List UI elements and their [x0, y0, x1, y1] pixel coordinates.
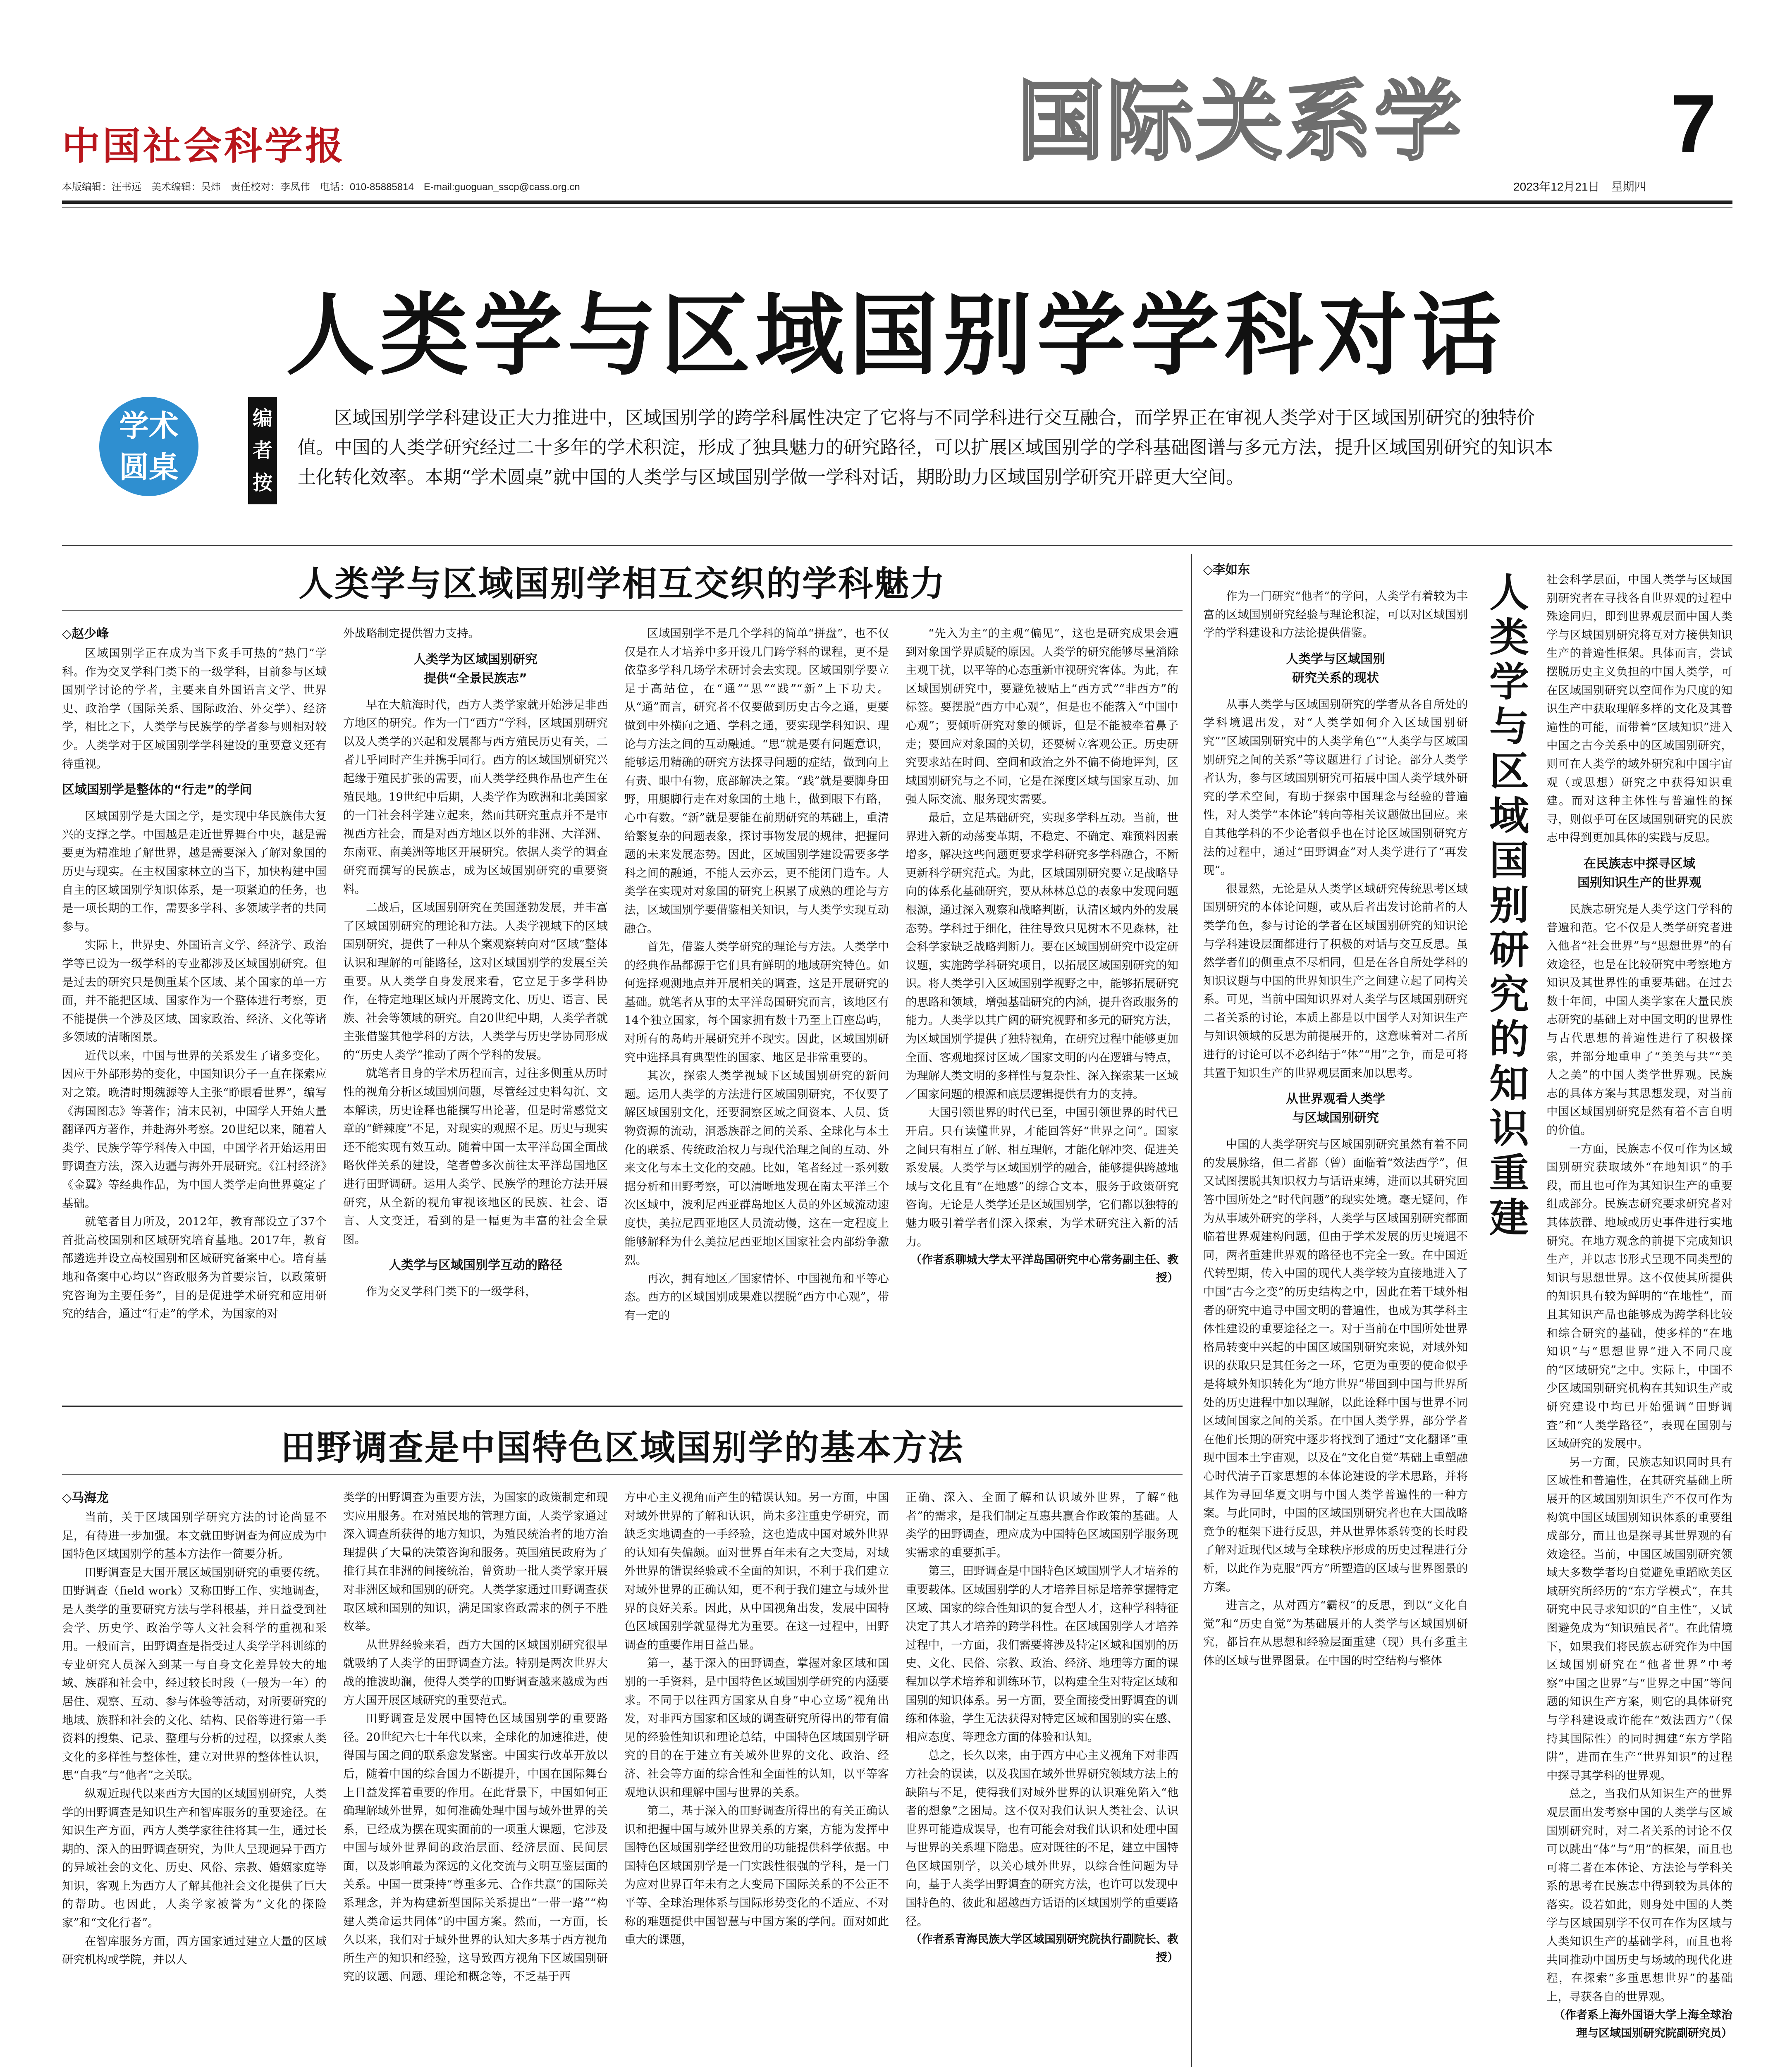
article2-column-3 [624, 1488, 889, 2067]
section-title: 国际关系学 [1017, 71, 1464, 172]
paragraph: 很显然，无论是从人类学区域研究传统思考区域国别研究的本体论问题，或从后者出发讨论前者的人类学角色，参与讨论的学者在区域国别研究的知识论与学科建设层面都进行了积极的对话与交互反思。虽然学者们的侧重点不尽相同，但是在各自所处学科的知识议题与中国的世界知识生产之间建立起了同构关系。可见，当前中国知识界对人类学与区域国别研究二者关系的讨论，本质上都是以中国学人对知识生产与知识领域的反思为前提展开的，这意味着对二者所进行的讨论可以不必纠结于“体”“用”之争，而是可将其置于知识生产的世界观层面来加以思考。 [1203, 882, 1468, 1080]
column-divider [1191, 554, 1192, 2067]
article2-title-rule [62, 1474, 1183, 1475]
paragraph: 外战略制定提供智力支持。 [343, 627, 480, 640]
paragraph: 在智库服务方面，西方国家通过建立大量的区域研究机构或学院，并以人 [62, 1934, 327, 1967]
masthead-rule [62, 200, 1732, 204]
article1-subheading: 区域国别学是整体的“行走”的学问 [62, 783, 252, 797]
editor-note-label-char: 者 [252, 439, 272, 462]
academic-roundtable-badge [99, 397, 198, 496]
paragraph: 就笔者目力所及，2012年，教育部设立了37个首批高校国别和区域研究培育基地。2017年，教育部遴选并设立高校国别和区域研究备案中心。培育基地和备案中心均以“咨政服务为首要宗旨，以政策研究咨询为主要任务”，目的是促进学术研究和应用研究的结合，通过“行走”的学术，为国家的对 [62, 1215, 327, 1321]
article2-column-1 [62, 1488, 327, 2067]
article3-column-2 [1546, 570, 1732, 2067]
article2-title: 田野调查是中国特色区域国别学的基本方法 [280, 1427, 964, 1468]
article1-subheading: 人类学与区域国别学互动的路径 [389, 1258, 562, 1273]
paragraph: 二战后，区域国别研究在美国蓬勃发展，并丰富了区域国别研究的理论和方法。人类学视域下的区域国别研究，提供了一种从个案观察转向对“区域”整体认识和理解的可能路径，这对区域国别学的发展至关重要。从人类学自身发展来看，它立足于多学科协作，在特定地理区域内开展跨文化、历史、语言、民族、社会等领域的研究。自20世纪中期，人类学者就主张借鉴其他学科的方法，人类学与历史学协同形成的“历史人类学”推动了两个学科的发展。 [343, 901, 608, 1062]
paragraph: 区域国别学不是几个学科的简单“拼盘”，也不仅仅是在人才培养中多开设几门跨学科的课程，更不是依靠多学科几场学术研讨会去实现。区域国别学要立足于高站位，在“通”“思”“践”“新”上下功夫。从“通”而言，研究者不仅要做到历史古今之通，更要做到中外横向之通、学科之通，要实现学科知识、理论与方法之间的互动融通。“思”就是要有问题意识，能够运用精确的研究方法探寻问题的症结，做到向上有责、眼中有物，底部解决之策。“践”就是要脚身田野，用腿脚行走在对象国的土地上，做到眼下有路，心中有数。“新”就是要能在前期研究的基础上，重清给繁复杂的问题表象，探讨事物发展的规律，把握问题的未来发展态势。因此，区域国别学建设需要多学科之间的融通，不能人云亦云，更不能闭门造车。人类学在实现对对象国的研究上积累了成熟的理论与方法，区域国别学要借鉴相关知识，与人类学实现互动融合。 [624, 627, 889, 935]
article1-title: 人类学与区域国别学相互交织的学科魅力 [298, 563, 946, 604]
article3-subheading: 人类学与区域国别 研究关系的现状 [1286, 652, 1385, 685]
article2-column-4 [906, 1488, 1178, 2067]
article1-column-3 [624, 624, 889, 1397]
article3-vertical-title: 人类学与区域国别研究的知识重建 [1489, 570, 1529, 1241]
masthead-rule-thin [62, 207, 1732, 208]
paragraph: 类学的田野调查为重要方法，为国家的政策制定和现实应用服务。在对殖民地的管理方面，人类学家通过深入调查所获得的地方知识，为殖民统治者的地方治理提供了大量的决策咨询和服务。英国殖民政府为了推行其在非洲的间接统治，曾资助一批人类学家开展对非洲区域和国别的研究。人类学家通过田野调查获取区域和国别的知识，满足国家咨政需求的例子不胜枚举。 [343, 1491, 608, 1633]
masthead-logo: 中国社会科学报 [62, 124, 346, 168]
paragraph: 一方面，民族志不仅可作为区域国别研究获取域外“在地知识”的手段，而且也可作为其知识生产的重要组成部分。民族志研究要求研究者对其体族群、地域或历史事件进行实地研究。在地方观念的前提下完成知识生产，并以志书形式呈现不同类型的知识与思想世界。这不仅使其所提供的知识具有较为鲜明的“在地性”，而且其知识产品也能够成为跨学科比较和综合研究的基础，使多样的“在地知识”与“思想世界”进入不同尺度的“区域研究”之中。实际上，中国不少区域国别研究机构在其知识生产或研究建设中均已开始强调“田野调查”和“人类学路径”，表现在国别与区域研究的发展中。 [1546, 1142, 1732, 1451]
paragraph: 作为交叉学科门类下的一级学科， [366, 1285, 537, 1298]
paragraph: 进言之，从对西方“霸权”的反思，到以“文化自觉”和“历史自觉”为基础展开的人类学与区域国别研究，都旨在从思想和经验层面重建（现）具有多重主体的区域与世界图景。在中国的时空结构与整体 [1203, 1599, 1468, 1667]
article1-title-rule [62, 610, 1183, 611]
article3-author-bio: （作者系上海外国语大学上海全球治理与区域国别研究院副研究员） [1554, 2008, 1732, 2040]
page-number: 7 [1670, 78, 1717, 170]
paragraph: 纵观近现代以来西方大国的区域国别研究，人类学的田野调查是知识生产和智库服务的重要途径。在知识生产方面，西方人类学家往往将其一生，通过长期的、深入的田野调查研究，为世人呈现迥异于西方的异域社会的文化、历史、风俗、宗教、婚姻家庭等知识，客观上为西方人了解其他社会文化提供了巨大的帮助。也因此，人类学家被誉为“文化的探险家”和“文化行者”。 [62, 1787, 327, 1930]
article2-author-bio: （作者系青海民族大学区域国别研究院执行副院长、教授） [910, 1933, 1178, 1964]
staff-line: 本版编辑：汪书远 美术编辑：吴炜 责任校对：李凤伟 电话：010-85885814 E-mail:guoguan_sscp@cass.org.cn [62, 181, 580, 193]
paragraph: 另一方面，民族志知识同时具有区域性和普遍性，在其研究基础上所展开的区域国别知识生产不仅可作为构筑中国区域国别知识体系的重要组成部分，而且也是探寻其世界观的有效途径。当前，中国区域国别研究领域大多数学者均自觉避免重蹈欧美区域研究所经历的“东方学模式”，在其研究中民寻求知识的“自主性”，又试图避免成为“知识殖民者”。在此情境下，如果我们将民族志研究作为中国区域国别研究在“他者世界”中考察“中国之世界”与“世界之中国”等问题的知识生产方案，则它的具体研究与学科建设或许能在“效法西方”（保持其国际性）的同时拥建“东方学陷阱”，进而在生产“世界知识”的过程中探寻其学科的世界观。 [1546, 1455, 1732, 1782]
article2-author: ◇马海龙 [62, 1491, 109, 1505]
paragraph: 民族志研究是人类学这门学科的普遍和范。它不仅是人类学研究者进入他者“社会世界”与“思想世界”的有效途径，也是在比较研究中考察地方知识及其世界性的重要基础。在过去数十年间，中国人类学家在大量民族志研究的基础上对中国文明的世界性与古代思想的普遍性进行了积极探索，并部分地重申了“美美与共”“美人之美”的中国人类学世界观。民族志的具体方案与其思想发现，对当前中国区域国别研究是然有着不言自明的价值。 [1546, 902, 1732, 1137]
article1-author-bio: （作者系聊城大学太平洋岛国研究中心常务副主任、教授） [910, 1253, 1178, 1285]
date-line [1513, 178, 1646, 194]
paragraph: 方中心主义视角而产生的错误认知。另一方面，中国对域外世界的了解和认识，尚未多注重史学研究，而缺乏实地调查的一手经验，这也造成中国对域外世界的认知有失偏颇。面对世界百年未有之大变局，对域外世界的错误经验或不全面的知识，不利于我们建立对域外世界的正确认知，更不利于我们建立与域外世界的良好关系。因此，从中国视角出发，发展中国特色区域国别学就显得尤为重要。在这一过程中，田野调查的重要作用日益凸显。 [624, 1491, 889, 1652]
paragraph: 再次，拥有地区／国家情怀、中国视角和平等心态。西方的区域国别成果难以摆脱“西方中心观”，带有一定的 [624, 1272, 889, 1322]
paragraph: 从事人类学与区域国别研究的学者从各自所处的学科境遇出发，对“人类学如何介入区域国别研究”“区域国别研究中的人类学角色”“人类学与区域国别研究之间的关系”等议题进行了讨论。部分人类学者认为，参与区域国别研究可拓展中国人类学域外研究的学术空间，有助于探索中国理念与经验的普遍性，对人类学“本体论”转向等相关议题做出回应。来自其他学科的不少论者似乎也在讨论区域国别研究方法的过程中，通过“田野调查”对人类学进行了“再发现”。 [1203, 697, 1468, 877]
editor-note-label-char: 编 [252, 407, 272, 430]
paragraph: 区域国别学是大国之学，是实现中华民族伟大复兴的支撑之学。中国越是走近世界舞台中央，越是需要更为精准地了解世界，越是需要深入了解对象国的历史与现实。在主权国家林立的当下，加快构建中国自主的区域国别学知识体系，是一项紧迫的任务，也是一项长期的工作，需要多学科、多领域学者的共同参与。 [62, 809, 327, 933]
article-divider [62, 1406, 1183, 1407]
article3-subheading: 在民族志中探寻区域 国别知识生产的世界观 [1577, 856, 1701, 890]
section-divider [62, 545, 1732, 546]
paragraph: 其次，探索人类学视域下区域国别研究的新问题。运用人类学的方法进行区域国别研究，不仅要了解区域国别文化，还要洞察区域之间资本、人员、货物资源的流动，洞悉族群之间的关系、全球化与本土化的联系、传统政治权力与现代治理之间的互动、外来文化与本土文化的交融。比如，笔者经过一系列数据分析和田野考察，可以清晰地发现在南太平洋三个次区域中，波利尼西亚群岛地区人员的外区域流动速度快，美拉尼西亚地区人员流动慢，这在一定程度上能够解释为什么美拉尼西亚地区国家社会内部纷争激烈。 [624, 1069, 889, 1267]
paragraph: 作为一门研究“他者”的学问，人类学有着较为丰富的区域国别研究经验与理论积淀，可以对区域国别学的学科建设和方法论提供借鉴。 [1203, 590, 1468, 640]
paragraph: 首先，借鉴人类学研究的理论与方法。人类学中的经典作品都源于它们具有鲜明的地域研究特色。如何选择观测地点并开展相关的调查，这是开展研究的基础。就笔者从事的太平洋岛国研究而言，该地区有14个独立国家，每个国家拥有数十乃至上百座岛屿，对所有的岛屿开展研究并不现实。因此，区域国别研究中选择具有典型性的国家、地区是非常重要的。 [624, 940, 889, 1064]
paragraph: 区域国别学正在成为当下炙手可热的“热门”学科。作为交叉学科门类下的一级学科，目前参与区域国别学讨论的学者，主要来自外国语言文学、世界史、政治学（国际关系、国际政治、外交学）、经济学，相比之下，人类学与民族学的学者参与则相对较少。人类学对于区域国别学学科建设的重要意义还有待重视。 [62, 647, 327, 771]
paragraph: 实际上，世界史、外国语言文学、经济学、政治学等已设为一级学科的专业都涉及区域国别研究。但是过去的研究只是侧重某个区域、某个国家的单一方面，并不能把区域、国家作为一个整体进行考察，更不能提供一个涉及区域、国家政治、经济、文化等诸多领域的清晰图景。 [62, 938, 327, 1044]
paragraph: 就笔者目身的学术历程而言，过往多侧重从历时性的视角分析区域国别问题，尽管经过史料勾沉、文本解读，历史诠释也能撰写出论著，但是时常感觉文章的“鲜辣度”不足，对现实的观照不足。历史与现实还不能实现有效互动。随着中国一太平洋岛国全面战略伙伴关系的建设，笔者曾多次前往太平洋岛国地区进行田野调研。运用人类学、民族学的理论方法开展研究，从全新的视角审视该地区的民族、社会、语言、人文变迁，看到的是一幅更为丰富的社会全景图。 [343, 1067, 608, 1246]
paragraph: 社会科学层面，中国人类学与区域国别研究者在寻找各自世界观的过程中殊途同归，即到世界观层面中国人类学与区域国别研究将互对方接供知识生产的普遍性框架。具体而言，尝试摆脱历史主义负担的中国人类学，可在区域国别研究以空间作为尺度的知识生产中获取理解多样的文化及其普遍性的可能，而带着“区域知识”进入中国之古今关系中的区域国别研究，则可在人类学的域外研究和中国宇宙观（或思想）研究之中获得知识重建。而对这种主体性与普遍性的探寻，则似乎可在区域国别研究的民族志中得到更加具体的实践与反思。 [1546, 573, 1732, 845]
paragraph: 田野调查是大国开展区域国别研究的重要传统。田野调查（field work）又称田野工作、实地调查，是人类学的重要研究方法与学科根基，并日益受到社会学、历史学、政治学等人文社会科学的重视和采用。一般而言，田野调查是指受过人类学学科训练的专业研究人员深入到某一与自身文化差异较大的地域、族群和社会中，经过较长时段（一般为一年）的居住、观察、互动、参与体验等活动，对所要研究的地域、族群和社会的文化、结构、民俗等进行第一手资料的搜集、记录、整理与分析的过程，以探索人类文化的多样性与整体性，建立对世界的整体性认识，思“自我”与“他者”之关联。 [62, 1566, 327, 1782]
article3-column-1 [1203, 587, 1468, 2067]
paragraph: 第二，基于深入的田野调查所得出的有关正确认识和把握中国与域外世界关系的方案，方能为发挥中国特色区域国别学经世致用的功能提供科学依据。中国特色区域国别学是一门实践性很强的学科，是一门为应对世界百年未有之大变局下国际关系的不公正不平等、全球治理体系与国际形势变化的不适应、不对称的难题提供中国智慧与中国方案的学问。面对如此重大的课题， [624, 1804, 889, 1947]
paragraph: 早在大航海时代，西方人类学家就开始涉足非西方地区的研究。作为一门“西方”学科，区域国别研究以及人类学的兴起和发展都与西方殖民历史有关，二者几乎同时产生并携手同行。西方的区域国别研究兴起缘于殖民扩张的需要，而人类学经典作品也产生在殖民地。19世纪中后期，人类学作为欧洲和北美国家的一门社会科学建立起来，然而其研究重点并不是审视西方社会，而是对西方地区以外的非洲、大洋洲、东南亚、南美洲等地区开展研究。依据人类学的调查研究而撰写的民族志，成为区域国别研究的重要资料。 [343, 698, 608, 896]
paragraph: 田野调查是发展中国特色区域国别学的重要路径。20世纪六七十年代以来，全球化的加速推进，使得国与国之间的联系愈发紧密。中国实行改革开放以后，随着中国的综合国力不断提升，中国在国际舞台上日益发挥着重要的作用。在此背景下，中国如何正确理解域外世界，如何准确处理中国与域外世界的关系，已经成为摆在现实面前的一项重大课题，它涉及中国与域外世界间的政治层面、经济层面、民间层面，以及影响最为深远的文化交流与文明互鉴层面的关系。中国一贯秉持“尊重多元、合作共赢”的国际关系理念，并为构建新型国际关系提出“一带一路”“构建人类命运共同体”的中国方案。然而，一方面，长久以来，我们对于域外世界的认知大多基于西方视角所生产的知识和经验，这导致西方视角下区域国别研究的议题、问题、理论和概念等，不乏基于西 [343, 1712, 608, 1983]
article2-column-2 [343, 1488, 608, 2067]
paragraph: “先入为主”的主观“偏见”，这也是研究成果会遭到对象国学界质疑的原因。人类学的研究能够尽量消除主观干扰，以平等的心态重新审视研究客体。为此，在区域国别研究中，要避免被贴上“西方式”“非西方”的标签。要摆脱“西方中心观”，但是也不能落入“中国中心观”；要倾听研究对象的倾诉，但是不能被牵着鼻子走；要回应对象国的关切，还要树立客观公正。历史研究要求站在时间、空间和政治之外不偏不倚地评判，区域国别研究与之不同，它是在深度区域与国家互动、加强人际交流、服务现实需要。 [906, 627, 1178, 806]
article3-author: ◇李如东 [1203, 563, 1250, 577]
paragraph: 正确、深入、全面了解和认识域外世界，了解“他者”的需求，是我们制定互惠共赢合作政策的基础。人类学的田野调查，理应成为中国特色区域国别学服务现实需求的重要抓手。 [906, 1491, 1178, 1559]
article1-column-4 [906, 624, 1178, 1397]
paragraph: 从世界经验来看，西方大国的区域国别研究很早就吸纳了人类学的田野调查方法。特别是两次世界大战的推波助澜，使得人类学的田野调查越来越成为西方大国开展区域研究的重要范式。 [343, 1638, 608, 1707]
article1-author: ◇赵少峰 [62, 627, 109, 641]
paragraph: 近代以来，中国与世界的关系发生了诸多变化。因应于外部形势的变化，中国知识分子一直在探索应对之策。晚清时期魏源等人主张“睁眼看世界”，编写《海国图志》等著作；清末民初，中国学人开始大量翻译西方著作，并赴海外考察。20世纪以来，随着人类学、民族学等学科传入中国，中国学者开始运用田野调查方法，深入边疆与海外开展研究。《江村经济》《金翼》等经典作品，为中国人类学走向世界奠定了基础。 [62, 1049, 327, 1210]
paragraph: 总之，长久以来，由于西方中心主义视角下对非西方社会的误读，以及我国在域外世界研究领域方法上的缺陷与不足，使得我们对域外世界的认识难免陷入“他者的想象”之困局。这不仅对我们认识人类社会、认识世界可能造成误导，也有可能会对我们认识和处理中国与世界的关系埋下隐患。应对既往的不足，建立中国特色区域国别学，以关心域外世界，以综合性问题为导向，基于人类学田野调查的研究方法，也许可以发现中国特色的、彼此和超越西方话语的区域国别学的重要路径。 [906, 1749, 1178, 1928]
editor-note-text: 区域国别学学科建设正大力推进中，区域国别学的跨学科属性决定了它将与不同学科进行交互融合，而学界正在审视人类学对于区域国别研究的独特价值。中国的人类学研究经过二十多年的学术积淀，形成了独具魅力的研究路径，可以扩展区域国别学的学科基础图谱与多元方法，提升区域国别研究的知识本土化转化效率。本期“学术圆桌”就中国的人类学与区域国别学做一学科对话，期盼助力区域国别学研究开辟更大空间。 [298, 407, 1553, 488]
issue-weekday: 星期四 [1611, 180, 1646, 193]
article1-column-1 [62, 624, 327, 1397]
paragraph: 中国的人类学研究与区域国别研究虽然有着不同的发展脉络，但二者都（曾）面临着“效法西学”，但又试图摆脱其知识权力与话语束缚，进而以其研究回答中国所处之“时代问题”的现实处境。毫无疑问，作为从事域外研究的学科，人类学与区域国别研究都面临着世界观建构问题，但由于学术发展的历史境遇不同，两者重建世界观的路径也不完全一致。在中国近代转型期，传入中国的现代人类学较为直接地进入了中国“古今之变”的历史结构之中，因此在若干域外相者的研究中追寻中国文明的普遍性，也成为其学科主体性建设的重要途径之一。对于当前在中国所处世界格局转变中兴起的中国区域国别研究来说，对域外知识的获取只是其任务之一环，它更为重要的使命似乎是将域外知识转化为“地方世界”带回到中国与世界所处的历史进程中加以理解，以此诠释中国与世界不同区域间国家之间的关系。在中国人类学界，部分学者在他们长期的研究中逐步将找到了通过“文化翻译”重现中国本土宇宙观，以及在“文化自觉”基础上重塑融心时代清子百家思想的本体论建设的学术思路，并将其作为寻回华夏文明与中国人类学普遍性的一种方案。与此同时，中国的区域国别研究者也在大国战略竞争的框架下进行反思，并从世界体系转变的长时段了解对近现代区域与全球秩序形成的历史过程进行分析，以此作为克服“西方”所塑造的区域与世界图景的方案。 [1203, 1138, 1468, 1594]
article3-subheading: 从世界观看人类学 与区域国别研究 [1286, 1092, 1385, 1126]
page-headline: 人类学与区域国别学学科对话 [286, 284, 1506, 387]
badge-line-2: 圆桌 [119, 450, 179, 485]
paragraph: 当前，关于区域国别学研究方法的讨论尚显不足，有待进一步加强。本文就田野调查为何应成为中国特色区域国别学的基本方法作一简要分析。 [62, 1511, 327, 1561]
paragraph: 最后，立足基础研究，实现多学科互动。当前，世界进入新的动荡变革期，不稳定、不确定、难预料因素增多，解决这些问题更要求学科研究多学科融合，不断更新科学研究范式。为此，区域国别研究要立足战略导向的体系化基础研究，要从林林总总的表象中发现问题根源，通过深入观察和战略判断，认清区域内外的发展态势。学科过于细化，往往导致只见树木不见森林，社会科学家缺乏战略判断力。要在区域国别研究中设定研议题，实施跨学科研究项目，以拓展区域国别研究的知识。将人类学引入区域国别学视野之中，能够拓展研究的思路和领域，增强基础研究的内涵，提升咨政服务的能力。人类学以其广阔的研究视野和多元的研究方法，为区域国别学提供了独特视角，在研究过程中能够更加全面、客观地探讨区域／国家文明的内在逻辑与特点，为理解人类文明的多样性与复杂性、深入探索某一区域／国家问题的根源和底层逻辑提供有力的支持。 [906, 811, 1178, 1101]
article1-subheading: 人类学为区域国别研究 提供“全景民族志” [413, 652, 538, 686]
badge-line-1: 学术 [119, 408, 179, 443]
paragraph: 大国引领世界的时代已至，中国引领世界的时代已开启。只有读懂世界，才能回答好“世界之问”。国家之间只有相互了解、相互理解，才能化解冲突、促进关系发展。人类学与区域国别学的融合，能够提供跨越地域与文化且有“在地感”的综合文本，服务于政策研究咨询。无论是人类学还是区域国别学，它们都以独特的魅力吸引着学者们深入探索，为学术研究注入新的活力。 [906, 1106, 1178, 1248]
paragraph: 总之，当我们从知识生产的世界观层面出发考察中国的人类学与区域国别研究时，对二者关系的讨论不仅可以跳出“体”与“用”的框架，而且也可将二者在本体论、方法论与学科关系的思考在民族志中得到较为具体的落实。设若如此，则身处中国的人类学与区域国别学不仅可在作为区域与人类知识生产的基础学科，而且也将共同推动中国历史与场域的现代化进程，在探索“多重思想世界”的基础上，寻获各自的世界观。 [1546, 1787, 1732, 2003]
paragraph: 第三，田野调查是中国特色区域国别学人才培养的重要载体。区域国别学的人才培养目标是培养掌握特定区域、国家的综合性知识的复合型人才，这种学科特征决定了其人才培养的跨学科性。在区域国别学人才培养过程中，一方面，我们需要将涉及特定区域和国别的历史、文化、民俗、宗教、政治、经济、地理等方面的课程加以学术培养和训练环节，以构建全生对特定区域和国别的知识体系。另一方面，要全面接受田野调查的训练和体验，学生无法获得对特定区域和国别的实在感、相应态度、等理念方面的体验和认知。 [906, 1564, 1178, 1744]
issue-date: 2023年12月21日 [1513, 180, 1600, 193]
editor-note-label-char: 按 [252, 471, 272, 494]
paragraph: 第一，基于深入的田野调查，掌握对象区域和国别的一手资料，是中国特色区域国别学研究的内涵要求。不同于以往西方国家从自身“中心立场”视角出发，对非西方国家和区域的调查研究所得出的带有偏见的经验性知识和理论总结，中国特色区域国别学研究的目的在于建立有关域外世界的文化、政治、经济、社会等方面的综合性和全面性的认知，以平等客观地认识和理解中国与世界的关系。 [624, 1656, 889, 1799]
article1-column-2 [343, 624, 608, 1397]
editor-note-label [248, 397, 277, 504]
